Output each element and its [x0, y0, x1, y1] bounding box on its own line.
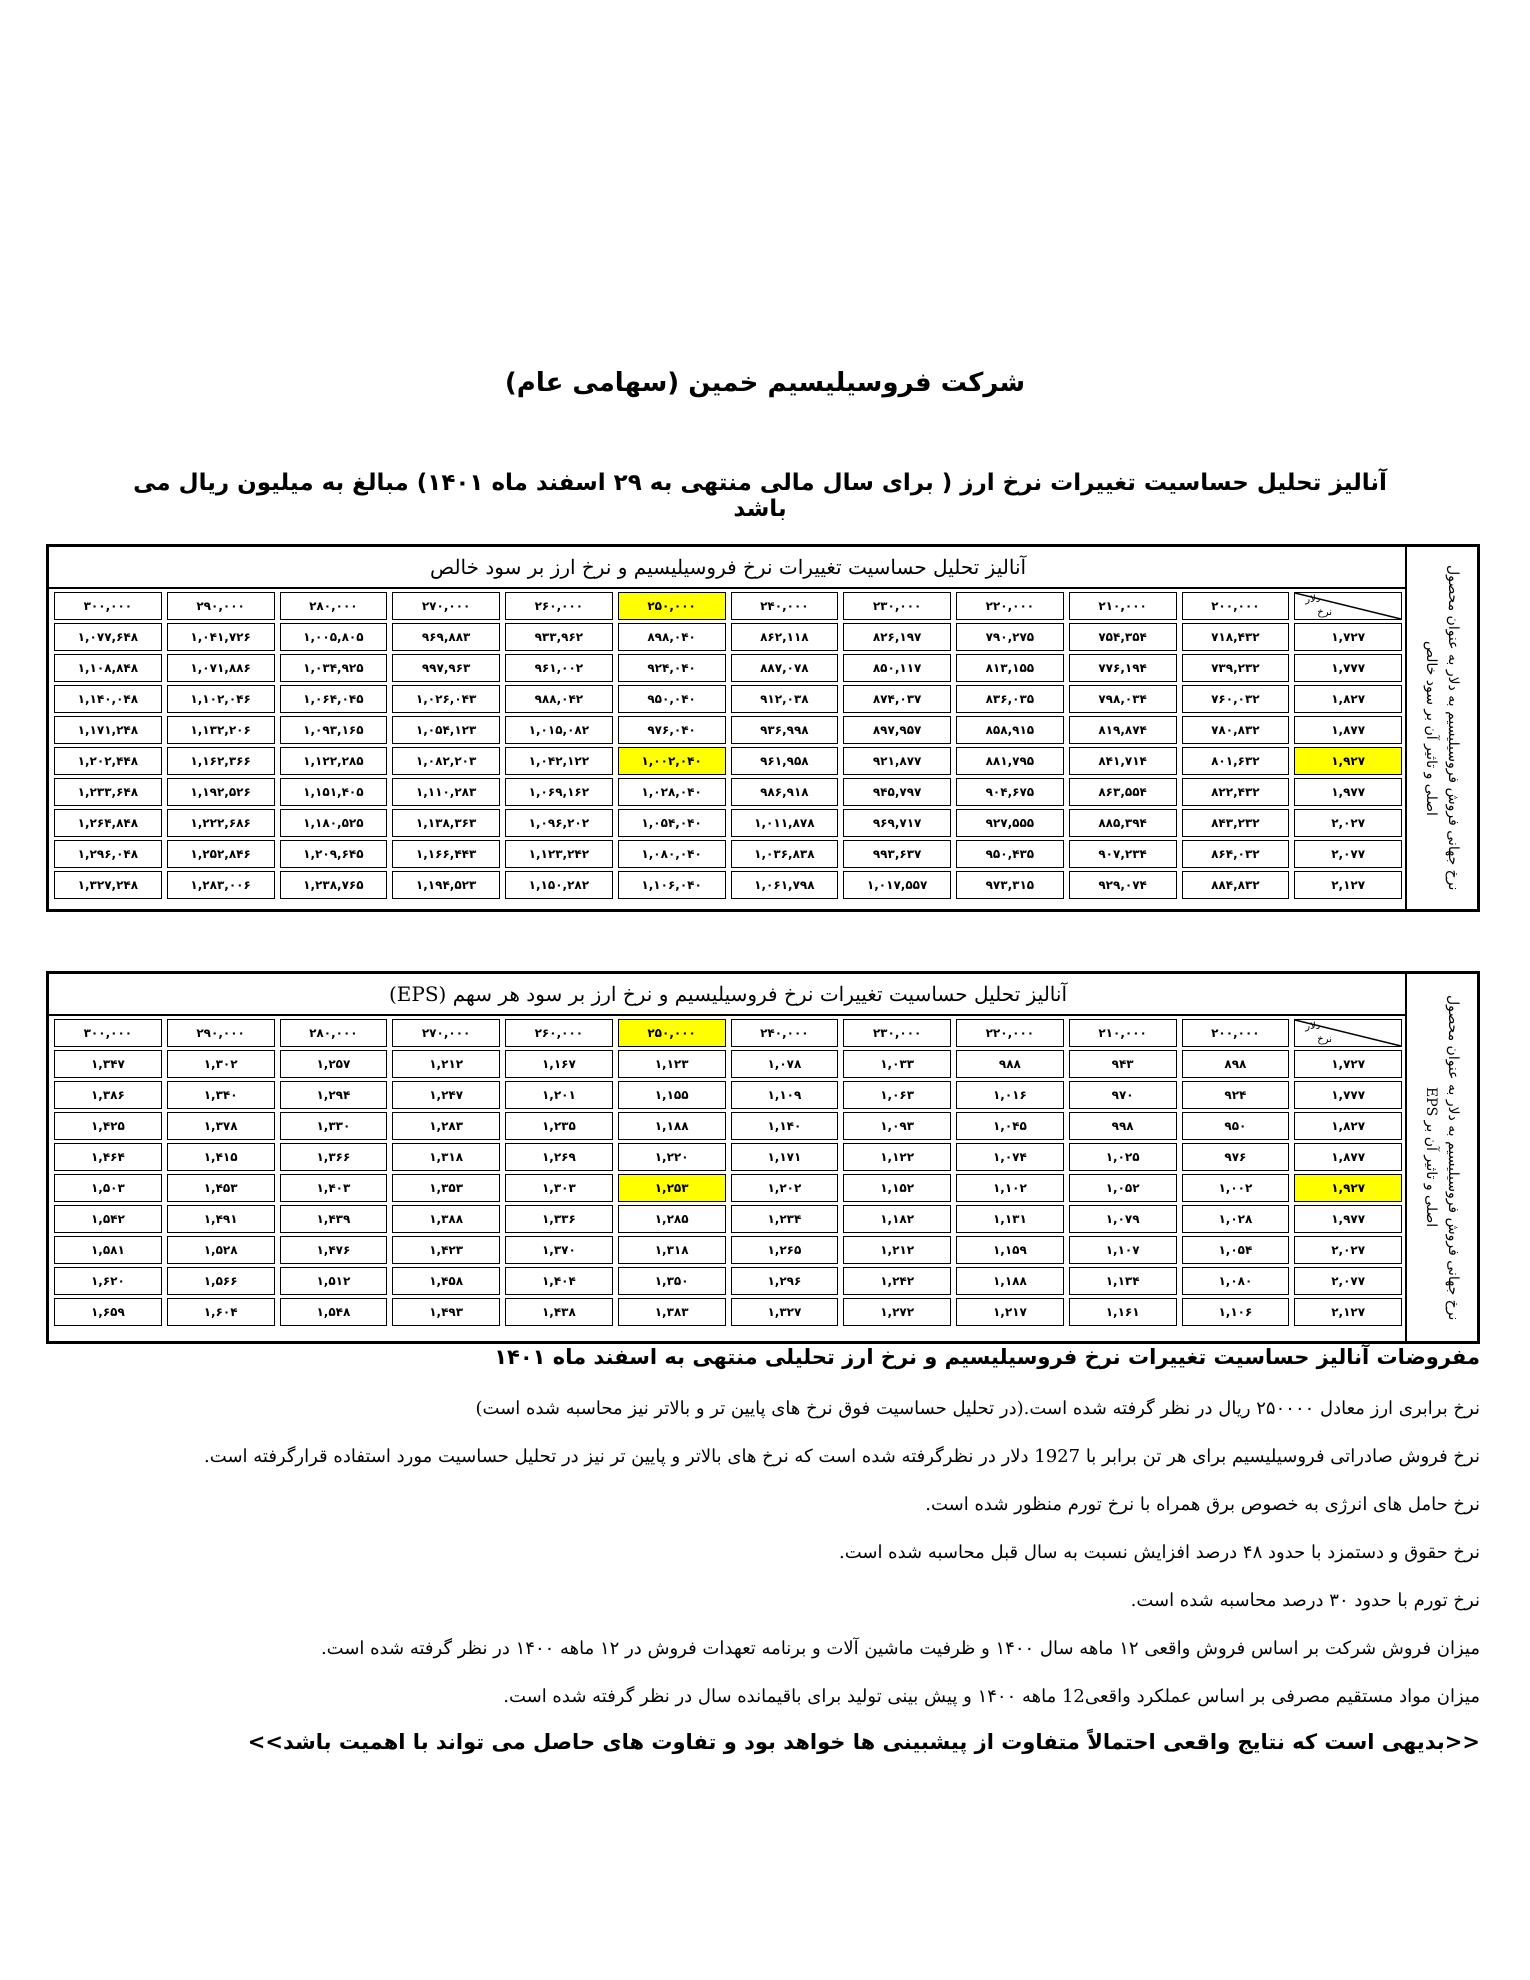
table-cell: ۱,۲۰۹,۶۴۵: [280, 840, 388, 868]
table-cell: ۹۶۹,۷۱۷: [843, 809, 951, 837]
table-cell: ۱,۱۲۳,۲۴۲: [505, 840, 613, 868]
table-cell: ۱,۳۵۳: [392, 1174, 500, 1202]
eps-side-label: نرخ جهانی فروش فروسیلیسیم به دلار به عنوان محصول اصلی و تاثیر آن بر EPS: [1405, 974, 1477, 1341]
table-cell: ۱,۱۲۳: [618, 1050, 726, 1078]
table-cell: ۱,۲۵۲,۸۴۶: [167, 840, 275, 868]
table-cell: ۹۰۷,۲۳۴: [1069, 840, 1177, 868]
table-cell: ۱,۳۴۰: [167, 1081, 275, 1109]
table-cell: ۱,۲۰۲,۴۴۸: [54, 747, 162, 775]
table-cell: ۸۲۲,۴۳۲: [1182, 778, 1290, 806]
table-cell: ۸۱۳,۱۵۵: [956, 654, 1064, 682]
table-cell: ۱,۰۱۵,۰۸۲: [505, 716, 613, 744]
table-row: [54, 1267, 1402, 1295]
table-cell: ۱,۱۸۸: [956, 1267, 1064, 1295]
table-cell: ۹۴۵,۷۹۷: [843, 778, 951, 806]
table-cell: ۱,۴۰۳: [280, 1174, 388, 1202]
row-header: ۲,۱۲۷: [1294, 1298, 1402, 1326]
table-cell: ۸۶۲,۱۱۸: [731, 623, 839, 651]
table-cell: ۱,۰۱۶: [956, 1081, 1064, 1109]
table-cell: ۸۹۷,۹۵۷: [843, 716, 951, 744]
table-cell: ۱,۱۶۱: [1069, 1298, 1177, 1326]
table-cell: ۱,۱۸۰,۵۲۵: [280, 809, 388, 837]
table-cell: ۸۴۱,۷۱۴: [1069, 747, 1177, 775]
table-cell: ۹۲۴: [1182, 1081, 1290, 1109]
document-subtitle: آنالیز تحلیل حساسیت تغییرات نرخ ارز ( برای سال مالی منتهی به ۲۹ اسفند ماه ۱۴۰۱) مبالغ به میلیون ریال می باشد: [133, 470, 1387, 522]
table-cell: ۱,۱۰۹: [731, 1081, 839, 1109]
table-cell: ۱,۰۲۵: [1069, 1143, 1177, 1171]
table-row: [54, 716, 1402, 744]
table-row: [54, 809, 1402, 837]
row-header: ۱,۷۲۷: [1294, 623, 1402, 651]
table-cell: ۱,۰۲۸,۰۴۰: [618, 778, 726, 806]
row-header: ۲,۱۲۷: [1294, 871, 1402, 899]
table-cell: ۹۹۸: [1069, 1112, 1177, 1140]
row-header: ۲,۰۲۷: [1294, 1236, 1402, 1264]
column-header: ۲۶۰,۰۰۰: [505, 1019, 613, 1047]
table-cell: ۱,۰۶۹,۱۶۲: [505, 778, 613, 806]
table-cell: ۱,۱۰۶,۰۴۰: [618, 871, 726, 899]
table-row: [54, 1081, 1402, 1109]
column-header: ۲۹۰,۰۰۰: [167, 592, 275, 620]
table-cell: ۱,۲۳۳,۶۴۸: [54, 778, 162, 806]
table-cell: ۱,۳۳۶: [505, 1205, 613, 1233]
table-cell: ۱,۵۶۶: [167, 1267, 275, 1295]
table-cell: ۱,۱۳۸,۳۶۳: [392, 809, 500, 837]
row-header: ۱,۷۲۷: [1294, 1050, 1402, 1078]
table-cell: ۱,۰۱۷,۵۵۷: [843, 871, 951, 899]
table-cell: ۸۵۸,۹۱۵: [956, 716, 1064, 744]
table-cell: ۱,۲۹۶,۰۴۸: [54, 840, 162, 868]
row-header: ۱,۷۷۷: [1294, 1081, 1402, 1109]
column-header: ۲۸۰,۰۰۰: [280, 1019, 388, 1047]
table-cell: ۸۷۴,۰۳۷: [843, 685, 951, 713]
row-header: ۱,۹۷۷: [1294, 1205, 1402, 1233]
table-cell: ۹۲۷,۵۵۵: [956, 809, 1064, 837]
table-cell: ۸۶۳,۵۵۴: [1069, 778, 1177, 806]
table-cell: ۹۳۳,۹۶۲: [505, 623, 613, 651]
table-cell: ۱,۰۸۰,۰۴۰: [618, 840, 726, 868]
table-cell: ۸۱۹,۸۷۴: [1069, 716, 1177, 744]
table-cell: ۱,۵۲۸: [167, 1236, 275, 1264]
table-cell: ۷۹۸,۰۳۴: [1069, 685, 1177, 713]
table-cell: ۱,۲۶۵: [731, 1236, 839, 1264]
table-cell: ۱,۱۷۱,۲۴۸: [54, 716, 162, 744]
table-row: [54, 1236, 1402, 1264]
table-cell: ۱,۰۲۶,۰۴۳: [392, 685, 500, 713]
net-profit-table: [46, 544, 1480, 912]
table-cell: ۹۴۳: [1069, 1050, 1177, 1078]
table-row: [54, 747, 1402, 775]
column-header: ۲۱۰,۰۰۰: [1069, 1019, 1177, 1047]
table-cell: ۱,۲۱۷: [956, 1298, 1064, 1326]
table-cell: ۱,۳۸۳: [618, 1298, 726, 1326]
table-cell: ۱,۰۸۲,۲۰۳: [392, 747, 500, 775]
column-header: ۲۴۰,۰۰۰: [731, 592, 839, 620]
company-title: شرکت فروسیلیسیم خمین (سهامی عام): [504, 368, 1026, 398]
table-cell: ۱,۰۷۹: [1069, 1205, 1177, 1233]
table-cell: ۱,۴۳۹: [280, 1205, 388, 1233]
table-row: [54, 685, 1402, 713]
table-cell: ۹۷۶: [1182, 1143, 1290, 1171]
table-row: [54, 623, 1402, 651]
table-cell: ۱,۲۸۳: [392, 1112, 500, 1140]
corner-label-bottom: نرخ: [1317, 1034, 1333, 1045]
table-cell: ۱,۲۰۲: [731, 1174, 839, 1202]
table-cell: ۱,۰۴۲,۱۲۲: [505, 747, 613, 775]
table-cell: ۹۲۱,۸۷۷: [843, 747, 951, 775]
table-cell: ۸۲۶,۱۹۷: [843, 623, 951, 651]
table-cell: ۱,۲۵۷: [280, 1050, 388, 1078]
column-header: ۲۷۰,۰۰۰: [392, 1019, 500, 1047]
table-cell: ۹۸۸,۰۴۲: [505, 685, 613, 713]
table-cell: ۱,۳۰۳: [505, 1174, 613, 1202]
table-cell: ۱,۳۵۰: [618, 1267, 726, 1295]
corner-label-top: دلار: [1305, 594, 1321, 605]
table-cell: ۹۲۴,۰۴۰: [618, 654, 726, 682]
table-cell: ۸۸۴,۸۳۲: [1182, 871, 1290, 899]
table-cell: ۱,۴۹۳: [392, 1298, 500, 1326]
eps-table: [46, 971, 1480, 1344]
table-cell: ۱,۳۷۸: [167, 1112, 275, 1140]
column-header: ۲۳۰,۰۰۰: [843, 1019, 951, 1047]
table-cell: ۱,۴۰۴: [505, 1267, 613, 1295]
table-cell: ۱,۰۰۲: [1182, 1174, 1290, 1202]
column-header: ۳۰۰,۰۰۰: [54, 592, 162, 620]
table-cell: ۱,۱۹۴,۵۲۳: [392, 871, 500, 899]
table-cell: ۱,۲۴۲: [843, 1267, 951, 1295]
row-header: ۱,۸۲۷: [1294, 1112, 1402, 1140]
table-cell: ۱,۱۳۴: [1069, 1267, 1177, 1295]
table-cell: ۱,۴۹۱: [167, 1205, 275, 1233]
table-cell: ۹۱۲,۰۳۸: [731, 685, 839, 713]
table-cell: ۱,۲۸۳,۰۰۶: [167, 871, 275, 899]
table-cell: ۱,۱۲۲: [843, 1143, 951, 1171]
table-row: [54, 871, 1402, 899]
table-cell: ۱,۰۴۵: [956, 1112, 1064, 1140]
table-cell: ۷۳۹,۲۳۲: [1182, 654, 1290, 682]
column-header: ۲۵۰,۰۰۰: [618, 1019, 726, 1047]
table-cell: ۱,۰۵۴,۱۲۳: [392, 716, 500, 744]
table-cell: ۱,۵۰۳: [54, 1174, 162, 1202]
table-cell: ۱,۱۵۵: [618, 1081, 726, 1109]
table-cell: ۱,۱۶۶,۴۴۳: [392, 840, 500, 868]
table-cell: ۱,۰۶۴,۰۴۵: [280, 685, 388, 713]
table-cell: ۱,۱۵۱,۴۰۵: [280, 778, 388, 806]
table-cell: ۸۸۷,۰۷۸: [731, 654, 839, 682]
table-cell: ۱,۰۵۴: [1182, 1236, 1290, 1264]
assumption-item: نرخ حقوق و دستمزد با حدود ۴۸ درصد افزایش نسبت به سال قبل محاسبه شده است.: [838, 1542, 1480, 1563]
table-cell: ۹۸۶,۹۱۸: [731, 778, 839, 806]
table-cell: ۱,۲۳۴: [731, 1205, 839, 1233]
table-cell: ۱,۰۷۱,۸۸۶: [167, 654, 275, 682]
table-cell: ۱,۵۴۲: [54, 1205, 162, 1233]
row-header: ۲,۰۲۷: [1294, 809, 1402, 837]
table-cell: ۱,۲۱۲: [392, 1050, 500, 1078]
table-cell: ۱,۲۶۹: [505, 1143, 613, 1171]
table-cell: ۸۵۰,۱۱۷: [843, 654, 951, 682]
table-cell: ۱,۳۱۸: [392, 1143, 500, 1171]
column-header: ۳۰۰,۰۰۰: [54, 1019, 162, 1047]
table-cell: ۱,۰۷۴: [956, 1143, 1064, 1171]
net-profit-grid-area: [49, 547, 1407, 909]
table-cell: ۸۴۳,۲۳۲: [1182, 809, 1290, 837]
table-cell: ۹۹۷,۹۶۳: [392, 654, 500, 682]
corner-label-top: دلار: [1305, 1021, 1321, 1032]
table-cell: ۹۷۰: [1069, 1081, 1177, 1109]
table-cell: ۱,۰۷۸: [731, 1050, 839, 1078]
column-header: ۲۷۰,۰۰۰: [392, 592, 500, 620]
column-header: ۲۳۰,۰۰۰: [843, 592, 951, 620]
table-cell: ۱,۳۱۸: [618, 1236, 726, 1264]
column-header: ۲۸۰,۰۰۰: [280, 592, 388, 620]
table-cell: ۱,۲۰۱: [505, 1081, 613, 1109]
table-cell: ۱,۶۰۴: [167, 1298, 275, 1326]
table-cell: ۱,۰۳۴,۹۲۵: [280, 654, 388, 682]
table-cell: ۸۸۵,۳۹۴: [1069, 809, 1177, 837]
table-cell: ۱,۲۷۲: [843, 1298, 951, 1326]
table-cell: ۱,۰۵۴,۰۴۰: [618, 809, 726, 837]
row-header: ۱,۷۷۷: [1294, 654, 1402, 682]
table-cell: ۱,۲۳۸,۷۶۵: [280, 871, 388, 899]
table-cell: ۸۸۱,۷۹۵: [956, 747, 1064, 775]
table-cell: ۱,۱۸۸: [618, 1112, 726, 1140]
table-cell: ۱,۴۵۸: [392, 1267, 500, 1295]
corner-cell: [1294, 1019, 1402, 1047]
table-cell: ۷۶۰,۰۳۲: [1182, 685, 1290, 713]
column-header: ۲۹۰,۰۰۰: [167, 1019, 275, 1047]
table-cell: ۱,۱۵۲: [843, 1174, 951, 1202]
table-cell: ۱,۱۶۲,۳۶۶: [167, 747, 275, 775]
table-cell: ۱,۶۵۹: [54, 1298, 162, 1326]
row-header: ۲,۰۷۷: [1294, 840, 1402, 868]
table-cell: ۷۷۶,۱۹۴: [1069, 654, 1177, 682]
table-cell: ۱,۳۳۰: [280, 1112, 388, 1140]
table-cell: ۷۸۰,۸۳۲: [1182, 716, 1290, 744]
table-cell: ۱,۱۲۲,۲۸۵: [280, 747, 388, 775]
table-cell: ۷۱۸,۴۳۲: [1182, 623, 1290, 651]
assumptions-title: مفروضات آنالیز حساسیت تغییرات نرخ فروسیلیسیم و نرخ ارز تحلیلی منتهی به اسفند ماه ۱۴۰۱: [494, 1345, 1480, 1369]
column-header: ۲۵۰,۰۰۰: [618, 592, 726, 620]
table-cell: ۱,۰۱۱,۸۷۸: [731, 809, 839, 837]
column-header: ۲۱۰,۰۰۰: [1069, 592, 1177, 620]
table-cell: ۱,۱۸۲: [843, 1205, 951, 1233]
column-header: ۲۲۰,۰۰۰: [956, 592, 1064, 620]
row-header: ۱,۸۲۷: [1294, 685, 1402, 713]
column-header: ۲۰۰,۰۰۰: [1182, 1019, 1290, 1047]
row-header: ۱,۹۲۷: [1294, 1174, 1402, 1202]
table-cell: ۹۹۳,۶۳۷: [843, 840, 951, 868]
eps-grid: [49, 1016, 1407, 1329]
assumption-item: نرخ برابری ارز معادل ۲۵۰۰۰۰ ریال در نظر گرفته شده است.(در تحلیل حساسیت فوق نرخ های پایین تر و بالاتر نیز محاسبه شده است): [475, 1398, 1480, 1419]
table-cell: ۱,۱۳۲,۲۰۶: [167, 716, 275, 744]
table-cell: ۱,۲۴۷: [392, 1081, 500, 1109]
eps-grid-area: [49, 974, 1407, 1341]
table-row: [54, 1050, 1402, 1078]
column-header: ۲۰۰,۰۰۰: [1182, 592, 1290, 620]
corner-cell: [1294, 592, 1402, 620]
row-header: ۱,۹۲۷: [1294, 747, 1402, 775]
table-cell: ۱,۴۲۵: [54, 1112, 162, 1140]
row-header: ۱,۹۷۷: [1294, 778, 1402, 806]
table-cell: ۱,۴۷۶: [280, 1236, 388, 1264]
table-cell: ۹۲۹,۰۷۴: [1069, 871, 1177, 899]
assumption-item: نرخ فروش صادراتی فروسیلیسیم برای هر تن برابر با 1927 دلار در نظرگرفته شده است که نرخ های بالاتر و پایین تر نیز در تحلیل حساسیت مورد استفاده قرارگرفته است.: [204, 1446, 1480, 1467]
table-cell: ۹۵۰,۰۴۰: [618, 685, 726, 713]
table-cell: ۱,۰۹۳: [843, 1112, 951, 1140]
table-cell: ۱,۱۰۲: [956, 1174, 1064, 1202]
table-cell: ۱,۲۶۴,۸۴۸: [54, 809, 162, 837]
table-cell: ۹۶۹,۸۸۳: [392, 623, 500, 651]
row-header: ۱,۸۷۷: [1294, 1143, 1402, 1171]
table-cell: ۱,۰۸۰: [1182, 1267, 1290, 1295]
table-cell: ۱,۲۹۶: [731, 1267, 839, 1295]
assumption-item: میزان مواد مستقیم مصرفی بر اساس عملکرد واقعی12 ماهه ۱۴۰۰ و پیش بینی تولید برای باقیمانده سال در نظر گرفته شده است.: [503, 1686, 1480, 1707]
table-cell: ۱,۵۸۱: [54, 1236, 162, 1264]
table-cell: ۹۰۴,۶۷۵: [956, 778, 1064, 806]
table-cell: ۱,۱۰۲,۰۴۶: [167, 685, 275, 713]
table-cell: ۱,۱۰۸,۸۴۸: [54, 654, 162, 682]
table-cell: ۹۵۰: [1182, 1112, 1290, 1140]
table-cell: ۱,۱۶۷: [505, 1050, 613, 1078]
table-cell: ۱,۰۹۶,۲۰۲: [505, 809, 613, 837]
net-profit-table-title: آنالیز تحلیل حساسیت تغییرات نرخ فروسیلیسیم و نرخ ارز بر سود خالص: [49, 547, 1407, 589]
table-cell: ۱,۰۳۳: [843, 1050, 951, 1078]
table-cell: ۱,۱۰۶: [1182, 1298, 1290, 1326]
table-cell: ۱,۳۷۰: [505, 1236, 613, 1264]
table-cell: ۱,۳۸۶: [54, 1081, 162, 1109]
table-cell: ۹۸۸: [956, 1050, 1064, 1078]
table-row: [54, 1205, 1402, 1233]
table-cell: ۱,۰۵۲: [1069, 1174, 1177, 1202]
table-cell: ۱,۲۸۵: [618, 1205, 726, 1233]
table-cell: ۱,۲۵۳: [618, 1174, 726, 1202]
table-cell: ۱,۰۹۳,۱۶۵: [280, 716, 388, 744]
table-cell: ۱,۲۲۰: [618, 1143, 726, 1171]
column-header: ۲۴۰,۰۰۰: [731, 1019, 839, 1047]
row-header: ۲,۰۷۷: [1294, 1267, 1402, 1295]
assumption-item: نرخ حامل های انرژی به خصوص برق همراه با نرخ تورم منظور شده است.: [925, 1494, 1480, 1515]
table-cell: ۱,۲۱۲: [843, 1236, 951, 1264]
net-profit-grid: [49, 589, 1407, 902]
table-cell: ۱,۳۰۲: [167, 1050, 275, 1078]
table-row: [54, 1143, 1402, 1171]
column-header: ۲۶۰,۰۰۰: [505, 592, 613, 620]
table-cell: ۱,۱۵۹: [956, 1236, 1064, 1264]
table-cell: ۱,۱۷۱: [731, 1143, 839, 1171]
assumption-item: میزان فروش شرکت بر اساس فروش واقعی ۱۲ ماهه سال ۱۴۰۰ و ظرفیت ماشین آلات و برنامه تعهدات فروش در ۱۲ ماهه ۱۴۰۰ در نظر گرفته شده است.: [320, 1638, 1480, 1659]
table-cell: ۱,۴۶۴: [54, 1143, 162, 1171]
table-cell: ۷۵۴,۳۵۴: [1069, 623, 1177, 651]
table-row: [54, 778, 1402, 806]
table-cell: ۸۶۴,۰۳۲: [1182, 840, 1290, 868]
table-cell: ۱,۳۶۶: [280, 1143, 388, 1171]
table-cell: ۱,۱۵۰,۲۸۲: [505, 871, 613, 899]
table-cell: ۱,۲۲۲,۶۸۶: [167, 809, 275, 837]
table-cell: ۹۷۶,۰۴۰: [618, 716, 726, 744]
table-cell: ۹۵۰,۴۳۵: [956, 840, 1064, 868]
table-cell: ۱,۰۳۶,۸۳۸: [731, 840, 839, 868]
table-cell: ۱,۱۰۷: [1069, 1236, 1177, 1264]
table-cell: ۸۳۶,۰۳۵: [956, 685, 1064, 713]
table-cell: ۱,۰۰۲,۰۴۰: [618, 747, 726, 775]
table-cell: ۱,۱۴۰,۰۴۸: [54, 685, 162, 713]
table-cell: ۱,۱۳۱: [956, 1205, 1064, 1233]
table-cell: ۱,۲۹۴: [280, 1081, 388, 1109]
column-header: ۲۲۰,۰۰۰: [956, 1019, 1064, 1047]
table-row: [54, 1112, 1402, 1140]
table-cell: ۱,۵۱۲: [280, 1267, 388, 1295]
table-cell: ۱,۰۷۷,۶۴۸: [54, 623, 162, 651]
eps-table-title: آنالیز تحلیل حساسیت تغییرات نرخ فروسیلیسیم و نرخ ارز بر سود هر سهم (EPS): [49, 974, 1407, 1016]
table-cell: ۱,۳۴۷: [54, 1050, 162, 1078]
table-cell: ۱,۴۳۸: [505, 1298, 613, 1326]
assumption-item: نرخ تورم با حدود ۳۰ درصد محاسبه شده است.: [1130, 1590, 1480, 1611]
table-cell: ۱,۳۲۷,۲۴۸: [54, 871, 162, 899]
table-cell: ۱,۳۲۷: [731, 1298, 839, 1326]
corner-label-bottom: نرخ: [1317, 607, 1333, 618]
table-cell: ۹۳۶,۹۹۸: [731, 716, 839, 744]
table-cell: ۱,۲۳۵: [505, 1112, 613, 1140]
closing-note: <<بدیهی است که نتایج واقعی احتمالاً متفاوت از پیشبینی ها خواهد بود و تفاوت های حاصل می تواند با اهمیت باشد>>: [247, 1730, 1480, 1754]
table-row: [54, 1174, 1402, 1202]
table-cell: ۱,۰۴۱,۷۲۶: [167, 623, 275, 651]
table-cell: ۱,۴۱۵: [167, 1143, 275, 1171]
table-cell: ۷۹۰,۲۷۵: [956, 623, 1064, 651]
table-row: [54, 1298, 1402, 1326]
table-cell: ۹۷۳,۳۱۵: [956, 871, 1064, 899]
table-cell: ۱,۳۸۸: [392, 1205, 500, 1233]
table-cell: ۱,۱۴۰: [731, 1112, 839, 1140]
table-cell: ۱,۰۶۱,۷۹۸: [731, 871, 839, 899]
table-cell: ۱,۰۰۵,۸۰۵: [280, 623, 388, 651]
table-cell: ۸۹۸: [1182, 1050, 1290, 1078]
table-cell: ۱,۱۹۲,۵۲۶: [167, 778, 275, 806]
table-cell: ۱,۴۵۳: [167, 1174, 275, 1202]
table-cell: ۹۶۱,۹۵۸: [731, 747, 839, 775]
table-cell: ۹۶۱,۰۰۲: [505, 654, 613, 682]
table-cell: ۱,۴۲۳: [392, 1236, 500, 1264]
table-cell: ۱,۱۱۰,۲۸۳: [392, 778, 500, 806]
table-cell: ۸۰۱,۶۳۲: [1182, 747, 1290, 775]
net-profit-side-label: نرخ جهانی فروش فروسیلیسیم به دلار به عنوان محصول اصلی و تاثیر آن بر سود خالص: [1405, 547, 1477, 909]
table-cell: ۱,۶۲۰: [54, 1267, 162, 1295]
table-cell: ۱,۰۶۳: [843, 1081, 951, 1109]
table-cell: ۱,۵۴۸: [280, 1298, 388, 1326]
table-cell: ۸۹۸,۰۴۰: [618, 623, 726, 651]
row-header: ۱,۸۷۷: [1294, 716, 1402, 744]
table-row: [54, 654, 1402, 682]
table-cell: ۱,۰۲۸: [1182, 1205, 1290, 1233]
table-row: [54, 840, 1402, 868]
